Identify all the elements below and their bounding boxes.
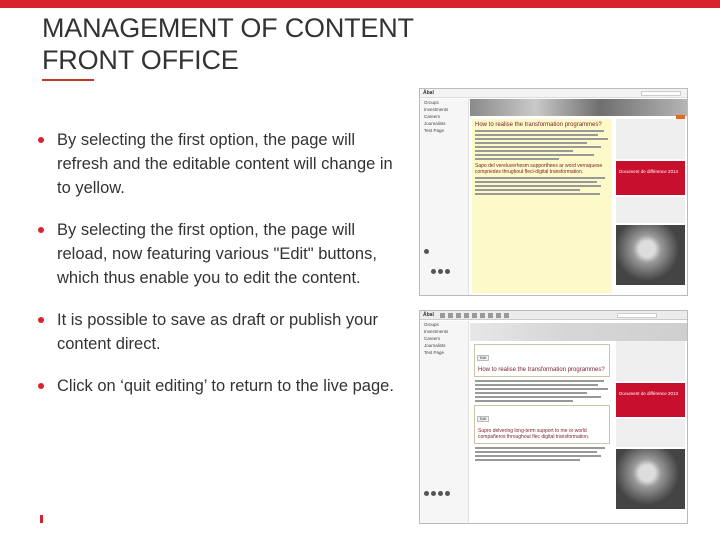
sidebar-item[interactable]: Journalists [424,121,446,126]
bullet-item [36,218,402,290]
search-input[interactable] [641,91,681,96]
document-promo[interactable] [616,161,685,195]
social-icon[interactable] [438,269,443,274]
hero-image [470,99,687,116]
right-column [616,119,685,293]
edit-box [474,344,610,377]
portrait-image [616,225,685,285]
social-icon[interactable] [424,491,429,496]
social-icon[interactable] [445,491,450,496]
sidebar-item[interactable]: Groups [424,322,439,327]
slide-title-line2: FRONT OFFICE [42,45,239,75]
sidebar-item[interactable]: Journalists [424,343,446,348]
toolbar-icon[interactable] [464,313,469,318]
social-icon[interactable] [445,269,450,274]
bullet-item [36,128,402,200]
sidebar-item[interactable]: Test Page [424,128,445,133]
editor-toolbar [420,311,687,320]
edit-button[interactable]: Edit [477,355,489,361]
slide-title [42,12,422,76]
share-icon[interactable] [424,249,429,254]
content-heading: How to realise the transformation programmes? [475,122,602,128]
bullet-list [36,128,402,398]
content-subheading: Sapo del vereluverhesm supporthees ar word verraquese compriedes thrughout flecl-digital transformation. [475,163,603,175]
sidebar-item[interactable]: Investments [424,107,449,112]
edit-box [474,405,610,444]
content-heading: How to realise the transformation programmes? [478,367,605,373]
site-logo: Ábal [423,312,434,318]
bullet-text: By selecting the first option, the page will reload, now featuring various "Edit" buttons, which thus enable you to edit the content. [57,221,377,287]
toolbar-icon[interactable] [480,313,485,318]
sidebar-item[interactable]: Investments [424,329,449,334]
toolbar-icon[interactable] [496,313,501,318]
screenshot-editable-mode [419,88,688,296]
right-column [616,341,685,521]
screenshot-edit-buttons-mode [419,310,688,524]
bullet-dot-icon [38,317,44,323]
bullet-item [36,374,402,398]
site-logo: Ábal [423,90,434,96]
document-promo-title: Document de différence 2013 [619,391,678,396]
bullet-text: By selecting the first option, the page will refresh and the editable content will change in to yellow. [57,131,393,197]
bullet-text: It is possible to save as draft or publish your content direct. [57,311,378,353]
social-icon[interactable] [431,491,436,496]
title-underline [42,79,94,81]
site-sidebar [420,99,469,295]
document-promo-title: Document de différence 2014 [619,169,678,174]
toolbar-icon[interactable] [488,313,493,318]
editable-content-area [472,341,612,521]
site-sidebar [420,321,469,523]
sidebar-item[interactable]: Groups [424,100,439,105]
edit-button[interactable]: Edit [477,416,489,422]
toolbar-icon[interactable] [472,313,477,318]
sidebar-item[interactable]: Careers [424,114,441,119]
top-accent-bar [0,0,720,8]
slide-title-line1: MANAGEMENT OF CONTENT [42,13,414,43]
content-subheading: Supro delvering long-term support to me or world compañeros throughout flec digital transformation. [478,428,590,440]
editable-content-area[interactable] [472,119,612,293]
bullet-dot-icon [38,227,44,233]
social-icon[interactable] [431,269,436,274]
toolbar-icon[interactable] [456,313,461,318]
portrait-image [616,449,685,509]
toolbar-icon[interactable] [440,313,445,318]
bullet-dot-icon [38,383,44,389]
site-header [420,89,687,98]
footer-accent-mark [40,515,43,523]
bullet-text: Click on ‘quit editing’ to return to the live page. [57,377,394,395]
bullet-dot-icon [38,137,44,143]
sidebar-item[interactable]: Careers [424,336,441,341]
bullet-item [36,308,402,356]
document-promo[interactable] [616,383,685,417]
toolbar-icon[interactable] [448,313,453,318]
sidebar-item[interactable]: Test Page [424,350,445,355]
toolbar-icon[interactable] [504,313,509,318]
social-icon[interactable] [438,491,443,496]
editor-select[interactable] [617,313,657,318]
hero-image [470,323,687,341]
